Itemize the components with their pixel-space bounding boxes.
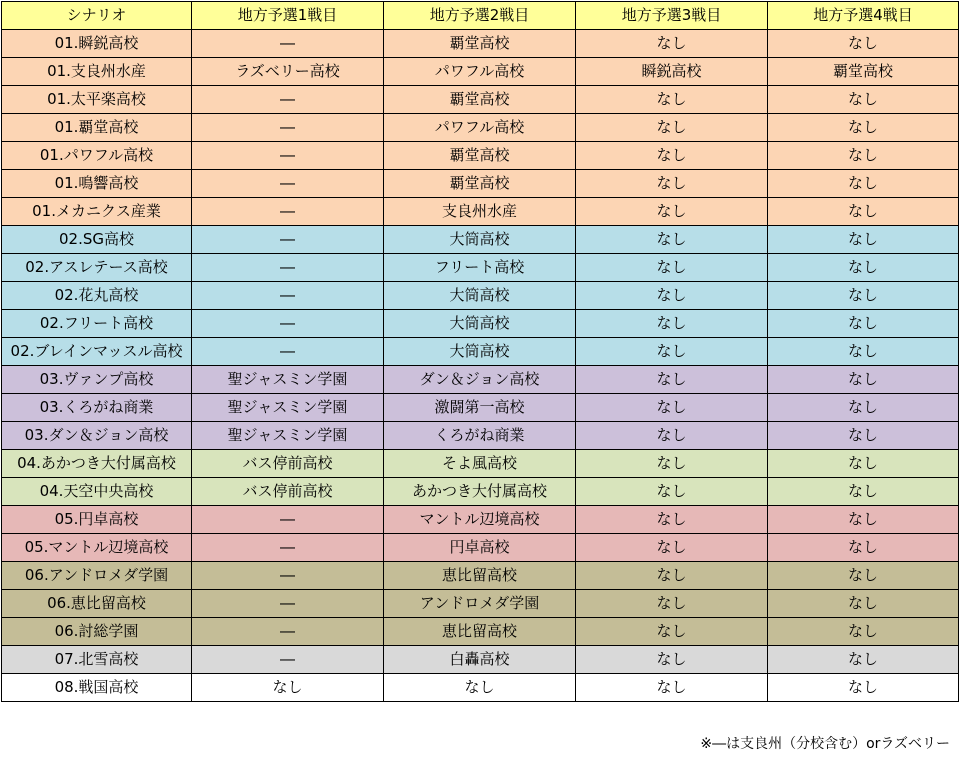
- table-row: [2, 450, 959, 478]
- scenario-cell: 02.フリート高校: [2, 310, 192, 338]
- round-2-cell: そよ風高校: [384, 450, 576, 478]
- scenario-cell: 03.ダン＆ジョン高校: [2, 422, 192, 450]
- round-1-cell: 聖ジャスミン学園: [192, 394, 384, 422]
- header-round-4: 地方予選4戦目: [768, 2, 959, 30]
- round-4-cell: なし: [768, 86, 959, 114]
- round-1-cell: ―: [192, 506, 384, 534]
- round-4-cell: なし: [768, 478, 959, 506]
- round-3-cell: なし: [576, 534, 768, 562]
- round-3-cell: なし: [576, 142, 768, 170]
- round-4-cell: なし: [768, 506, 959, 534]
- table-row: [2, 646, 959, 674]
- round-1-cell: ―: [192, 198, 384, 226]
- round-2-cell: 白轟高校: [384, 646, 576, 674]
- round-1-cell: ―: [192, 86, 384, 114]
- table-row: [2, 562, 959, 590]
- round-3-cell: なし: [576, 310, 768, 338]
- round-4-cell: なし: [768, 562, 959, 590]
- round-4-cell: なし: [768, 254, 959, 282]
- round-2-cell: マントル辺境高校: [384, 506, 576, 534]
- round-2-cell: 支良州水産: [384, 198, 576, 226]
- round-2-cell: 大筒高校: [384, 282, 576, 310]
- table-row: [2, 114, 959, 142]
- round-3-cell: なし: [576, 254, 768, 282]
- scenario-cell: 01.太平楽高校: [2, 86, 192, 114]
- round-3-cell: なし: [576, 366, 768, 394]
- round-3-cell: なし: [576, 562, 768, 590]
- scenario-cell: 02.花丸高校: [2, 282, 192, 310]
- round-2-cell: 激闘第一高校: [384, 394, 576, 422]
- round-4-cell: なし: [768, 114, 959, 142]
- round-3-cell: なし: [576, 170, 768, 198]
- round-4-cell: なし: [768, 30, 959, 58]
- table-row: [2, 310, 959, 338]
- round-3-cell: なし: [576, 226, 768, 254]
- scenario-cell: 01.瞬鋭高校: [2, 30, 192, 58]
- table-row: [2, 58, 959, 86]
- round-3-cell: なし: [576, 114, 768, 142]
- round-2-cell: パワフル高校: [384, 114, 576, 142]
- round-4-cell: なし: [768, 422, 959, 450]
- round-1-cell: バス停前高校: [192, 450, 384, 478]
- round-4-cell: なし: [768, 142, 959, 170]
- table-row: [2, 282, 959, 310]
- table-row: [2, 674, 959, 702]
- round-4-cell: なし: [768, 450, 959, 478]
- round-2-cell: 恵比留高校: [384, 618, 576, 646]
- round-2-cell: 覇堂高校: [384, 170, 576, 198]
- round-3-cell: なし: [576, 30, 768, 58]
- round-1-cell: ―: [192, 226, 384, 254]
- round-1-cell: ―: [192, 618, 384, 646]
- table-row: [2, 618, 959, 646]
- scenario-cell: 01.鳴響高校: [2, 170, 192, 198]
- table-row: [2, 142, 959, 170]
- table-row: [2, 254, 959, 282]
- scenario-cell: 03.ヴァンプ高校: [2, 366, 192, 394]
- round-3-cell: なし: [576, 394, 768, 422]
- scenario-cell: 01.パワフル高校: [2, 142, 192, 170]
- round-4-cell: なし: [768, 618, 959, 646]
- round-4-cell: なし: [768, 394, 959, 422]
- round-3-cell: 瞬鋭高校: [576, 58, 768, 86]
- round-2-cell: 恵比留高校: [384, 562, 576, 590]
- round-3-cell: なし: [576, 590, 768, 618]
- scenario-cell: 01.支良州水産: [2, 58, 192, 86]
- round-2-cell: アンドロメダ学園: [384, 590, 576, 618]
- round-4-cell: なし: [768, 198, 959, 226]
- table-row: [2, 170, 959, 198]
- round-4-cell: なし: [768, 226, 959, 254]
- round-1-cell: ―: [192, 646, 384, 674]
- header-round-3: 地方予選3戦目: [576, 2, 768, 30]
- scenario-cell: 03.くろがね商業: [2, 394, 192, 422]
- round-4-cell: なし: [768, 170, 959, 198]
- round-2-cell: 大筒高校: [384, 226, 576, 254]
- round-3-cell: なし: [576, 422, 768, 450]
- table-row: [2, 86, 959, 114]
- table-row: [2, 506, 959, 534]
- table-row: [2, 534, 959, 562]
- round-2-cell: 円卓高校: [384, 534, 576, 562]
- table-row: [2, 422, 959, 450]
- round-1-cell: ―: [192, 562, 384, 590]
- round-3-cell: なし: [576, 338, 768, 366]
- table-row: [2, 198, 959, 226]
- round-1-cell: ―: [192, 590, 384, 618]
- round-3-cell: なし: [576, 506, 768, 534]
- round-4-cell: なし: [768, 366, 959, 394]
- table-row: [2, 226, 959, 254]
- scenario-cell: 02.ブレインマッスル高校: [2, 338, 192, 366]
- round-2-cell: くろがね商業: [384, 422, 576, 450]
- header-round-2: 地方予選2戦目: [384, 2, 576, 30]
- round-3-cell: なし: [576, 86, 768, 114]
- round-4-cell: 覇堂高校: [768, 58, 959, 86]
- round-1-cell: ―: [192, 310, 384, 338]
- round-1-cell: ―: [192, 338, 384, 366]
- scenario-cell: 01.覇堂高校: [2, 114, 192, 142]
- round-1-cell: ―: [192, 142, 384, 170]
- round-4-cell: なし: [768, 310, 959, 338]
- table-row: [2, 478, 959, 506]
- scenario-cell: 04.あかつき大付属高校: [2, 450, 192, 478]
- scenario-cell: 06.アンドロメダ学園: [2, 562, 192, 590]
- round-3-cell: なし: [576, 450, 768, 478]
- header-row: [2, 2, 959, 30]
- schedule-table: [1, 1, 959, 702]
- round-4-cell: なし: [768, 534, 959, 562]
- table-row: [2, 366, 959, 394]
- header-round-1: 地方予選1戦目: [192, 2, 384, 30]
- round-4-cell: なし: [768, 646, 959, 674]
- round-1-cell: 聖ジャスミン学園: [192, 422, 384, 450]
- round-2-cell: 覇堂高校: [384, 86, 576, 114]
- round-3-cell: なし: [576, 674, 768, 702]
- round-3-cell: なし: [576, 198, 768, 226]
- round-4-cell: なし: [768, 282, 959, 310]
- scenario-cell: 01.メカニクス産業: [2, 198, 192, 226]
- scenario-cell: 04.天空中央高校: [2, 478, 192, 506]
- round-2-cell: パワフル高校: [384, 58, 576, 86]
- round-2-cell: 覇堂高校: [384, 30, 576, 58]
- round-1-cell: ―: [192, 170, 384, 198]
- round-1-cell: ―: [192, 282, 384, 310]
- round-2-cell: 大筒高校: [384, 338, 576, 366]
- round-1-cell: 聖ジャスミン学園: [192, 366, 384, 394]
- round-2-cell: 大筒高校: [384, 310, 576, 338]
- round-1-cell: ―: [192, 534, 384, 562]
- round-3-cell: なし: [576, 618, 768, 646]
- round-2-cell: なし: [384, 674, 576, 702]
- round-3-cell: なし: [576, 478, 768, 506]
- table-body: [2, 30, 959, 702]
- table-row: [2, 30, 959, 58]
- table-row: [2, 590, 959, 618]
- scenario-cell: 02.SG高校: [2, 226, 192, 254]
- round-2-cell: あかつき大付属高校: [384, 478, 576, 506]
- scenario-cell: 05.マントル辺境高校: [2, 534, 192, 562]
- round-1-cell: ―: [192, 114, 384, 142]
- round-2-cell: フリート高校: [384, 254, 576, 282]
- round-2-cell: ダン＆ジョン高校: [384, 366, 576, 394]
- round-1-cell: ラズベリー高校: [192, 58, 384, 86]
- round-4-cell: なし: [768, 338, 959, 366]
- round-1-cell: なし: [192, 674, 384, 702]
- round-1-cell: バス停前高校: [192, 478, 384, 506]
- round-4-cell: なし: [768, 590, 959, 618]
- footnote: ※―は支良州（分校含む）orラズベリー: [700, 736, 950, 752]
- round-2-cell: 覇堂高校: [384, 142, 576, 170]
- scenario-cell: 08.戦国高校: [2, 674, 192, 702]
- round-4-cell: なし: [768, 674, 959, 702]
- round-3-cell: なし: [576, 646, 768, 674]
- scenario-cell: 02.アスレテース高校: [2, 254, 192, 282]
- scenario-cell: 07.北雪高校: [2, 646, 192, 674]
- header-scenario: シナリオ: [2, 2, 192, 30]
- round-1-cell: ―: [192, 254, 384, 282]
- table-row: [2, 338, 959, 366]
- scenario-cell: 06.恵比留高校: [2, 590, 192, 618]
- round-3-cell: なし: [576, 282, 768, 310]
- scenario-cell: 06.討総学園: [2, 618, 192, 646]
- scenario-cell: 05.円卓高校: [2, 506, 192, 534]
- table-row: [2, 394, 959, 422]
- round-1-cell: ―: [192, 30, 384, 58]
